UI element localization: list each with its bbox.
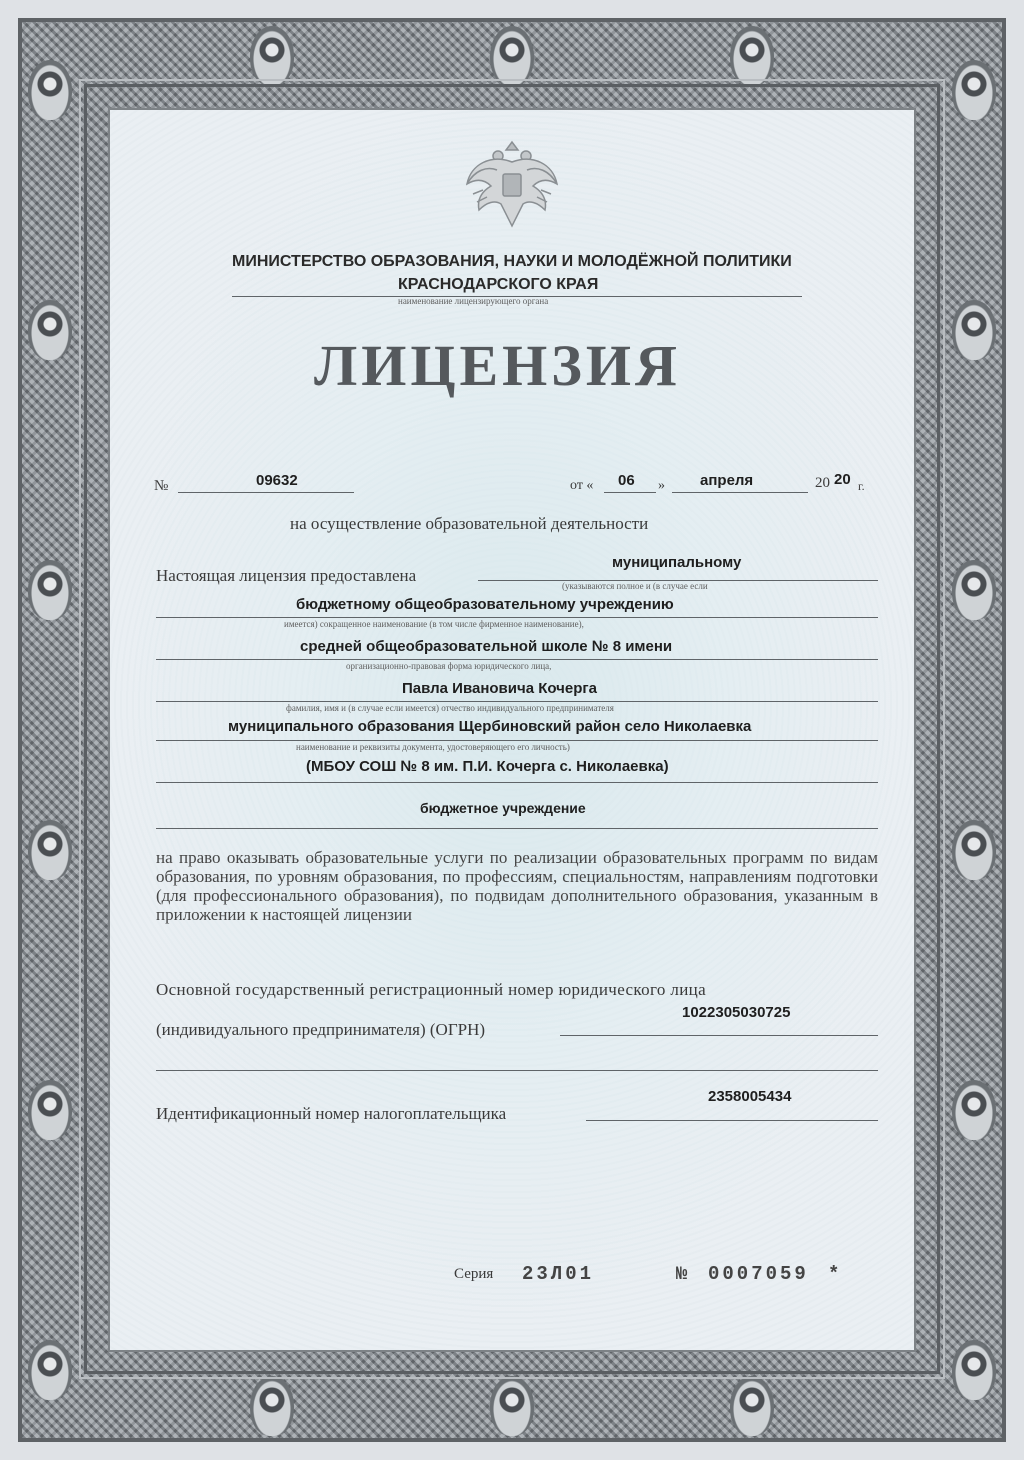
grantee-label: Настоящая лицензия предоставлена [156,566,417,585]
grantee-underline-4 [156,701,878,702]
ogrn-label-2: (индивидуального предпринимателя) (ОГРН) [156,1020,486,1039]
ogrn-label-1: Основной государственный регистрационный номер юридического лица [156,980,706,999]
date-day: 06 [618,472,635,489]
frame-ornament-icon [28,300,72,360]
frame-ornament-icon [490,1376,534,1436]
frame-ornament-icon [952,300,996,360]
day-underline [604,492,656,493]
grantee-underline-3 [156,659,878,660]
date-day-close: » [658,478,665,493]
frame-ornament-icon [952,1080,996,1140]
date-month: апреля [700,472,754,489]
date-year-label: г. [858,479,865,493]
grantee-underline-6 [156,782,878,783]
serial-number-label: № [676,1263,691,1285]
date-year-prefix: 20 [815,475,830,491]
inn-underline [586,1120,878,1121]
grantee-line-2: бюджетному общеобразовательному учреждению [296,596,674,613]
coat-of-arms-icon [461,134,563,234]
frame-ornament-icon [952,60,996,120]
number-label: № [154,478,169,494]
frame-ornament-icon [28,1340,72,1400]
grantee-hint-2: имеется) сокращенное наименование (в том числе фирменное наименование), [284,619,584,629]
grantee-underline-7 [156,828,878,829]
grantee-line-7: бюджетное учреждение [420,800,586,816]
frame-ornament-icon [490,26,534,86]
date-from-label: от « [570,478,594,493]
frame-ornament-icon [28,820,72,880]
grantee-line-3: средней общеобразовательной школе № 8 имени [300,638,673,655]
frame-ornament-icon [952,560,996,620]
licensing-authority-hint: наименование лицензирующего органа [398,296,549,306]
series-label: Серия [454,1266,494,1282]
frame-ornament-icon [730,26,774,86]
frame-ornament-icon [952,820,996,880]
grantee-underline-2 [156,617,878,618]
inn-value: 2358005434 [708,1088,792,1105]
serial-number: 0007059 [708,1263,809,1285]
grantee-line-1: муниципальному [612,554,742,571]
frame-ornament-icon [28,60,72,120]
license-purpose: на осуществление образовательной деятельности [290,514,649,533]
frame-ornament-icon [250,26,294,86]
license-number: 09632 [256,472,298,489]
grantee-hint-1: (указываются полное и (в случае если [562,581,708,591]
serial-mark: * [828,1263,843,1285]
frame-ornament-icon [250,1376,294,1436]
ogrn-underline [560,1035,878,1036]
frame-ornament-icon [730,1376,774,1436]
date-year-suffix: 20 [834,471,851,488]
series-value: 23Л01 [522,1263,595,1285]
number-underline [178,492,354,493]
grantee-underline-5 [156,740,878,741]
frame-ornament-icon [28,560,72,620]
ministry-name: МИНИСТЕРСТВО ОБРАЗОВАНИЯ, НАУКИ И МОЛОДЁЖНОЙ ПОЛИТИКИ [232,253,792,270]
grantee-line-6: (МБОУ СОШ № 8 им. П.И. Кочерга с. Николаевка) [306,758,669,775]
grantee-hint-5: наименование и реквизиты документа, удостоверяющего его личность) [296,742,570,752]
grantee-hint-4: фамилия, имя и (в случае если имеется) отчество индивидуального предпринимателя [286,703,614,713]
ogrn-underline-2 [156,1070,878,1071]
ogrn-value: 1022305030725 [682,1004,791,1021]
grantee-hint-3: организационно-правовая форма юридического лица, [346,661,552,671]
frame-ornament-icon [28,1080,72,1140]
frame-ornament-icon [952,1340,996,1400]
grantee-line-4: Павла Ивановича Кочерга [402,680,597,697]
rights-paragraph: на право оказывать образовательные услуги по реализации образовательных программ по видам образования, по уровням образования, по профессиям, специальностям, направлениям подготовки (для профессионального образования), по подвидам дополнительного образования, указанным в приложении к настоящей лицензии [156,848,878,924]
document-title: ЛИЦЕНЗИЯ [314,333,681,398]
grantee-line-5: муниципального образования Щербиновский район село Николаевка [228,718,752,735]
inn-label: Идентификационный номер налогоплательщика [156,1104,507,1123]
month-underline [672,492,808,493]
region-name: КРАСНОДАРСКОГО КРАЯ [398,276,599,293]
